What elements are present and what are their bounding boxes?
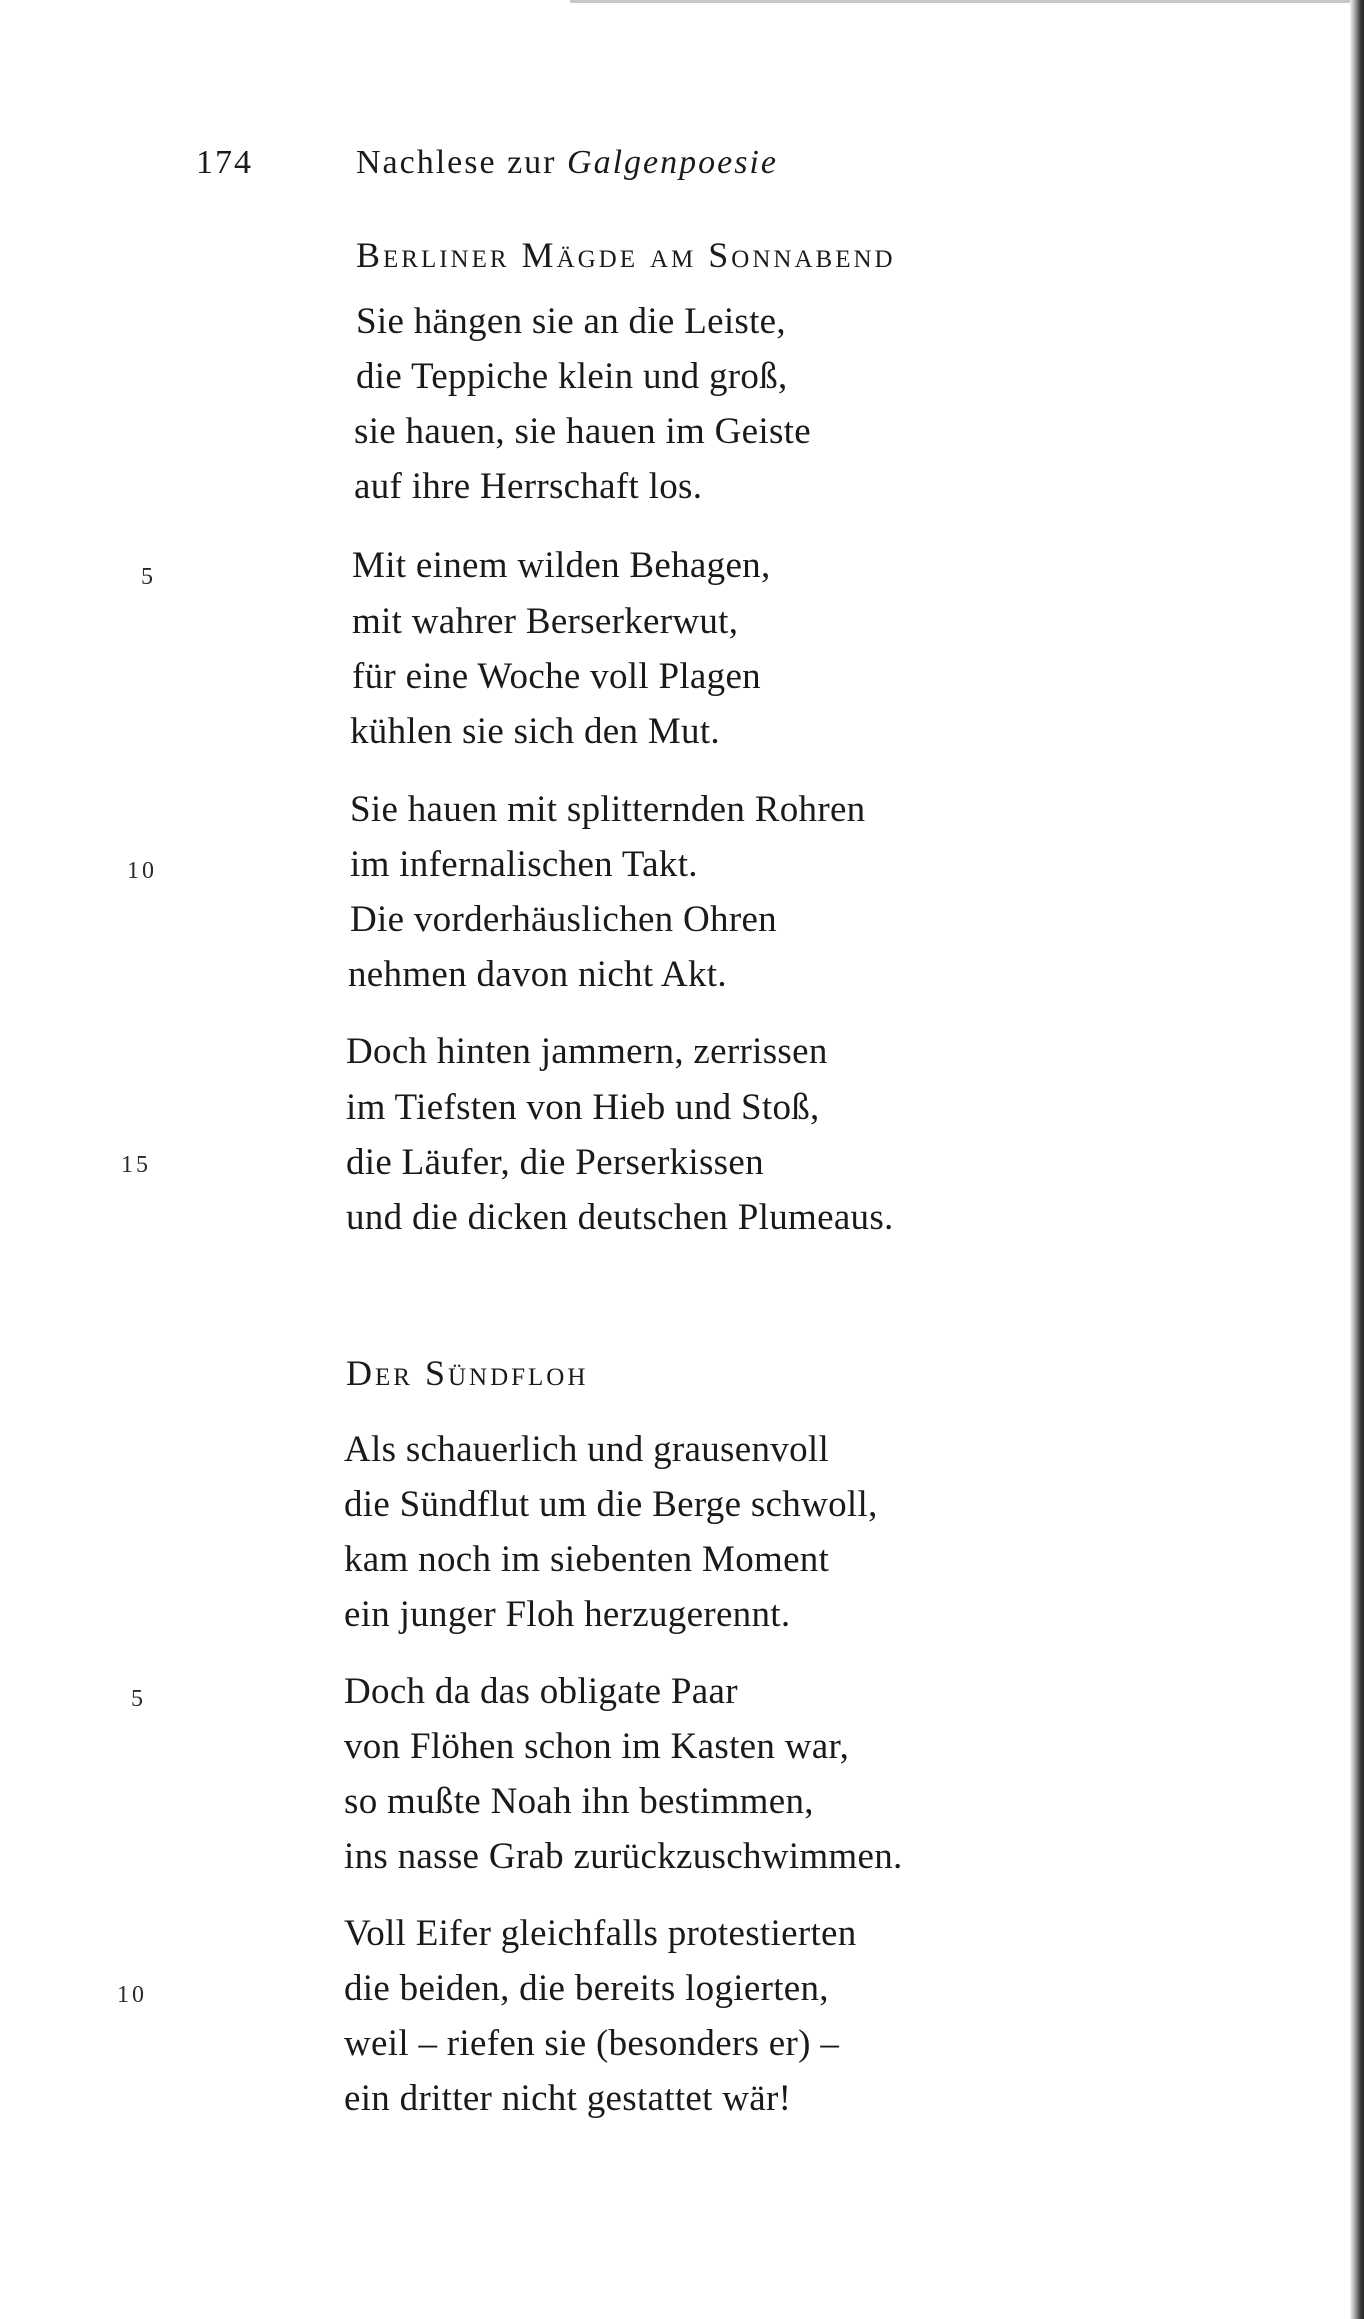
poem-line: die Sündflut um die Berge schwoll, <box>344 1484 878 1525</box>
poem-line: Doch hinten jammern, zerrissen <box>346 1031 828 1072</box>
poem-line: auf ihre Herrschaft los. <box>354 466 703 507</box>
poem-line: nehmen davon nicht Akt. <box>348 954 727 995</box>
poem-line: im infernalischen Takt. <box>350 844 698 885</box>
poem-line: Sie hängen sie an die Leiste, <box>356 301 786 342</box>
poem-line: ein junger Floh herzugerennt. <box>344 1594 791 1635</box>
poem-line: die Läufer, die Perserkissen <box>346 1142 764 1183</box>
poem-line: Sie hauen mit splitternden Rohren <box>350 789 866 830</box>
poem-line: weil – riefen sie (besonders er) – <box>344 2023 840 2064</box>
poem-line: und die dicken deutschen Plumeaus. <box>346 1197 894 1238</box>
poem-line: ins nasse Grab zurückzuschwimmen. <box>344 1836 903 1877</box>
page-binding-edge <box>1350 0 1364 2319</box>
poem-line: mit wahrer Berserkerwut, <box>352 601 739 642</box>
poem-title: Berliner Mägde am Sonnabend <box>356 235 896 275</box>
poem-line: Als schauerlich und grausenvoll <box>344 1429 830 1470</box>
poem-title: Der Sündfloh <box>346 1353 589 1393</box>
line-number: 5 <box>131 1686 146 1712</box>
page-number: 174 <box>196 144 253 181</box>
poem-line: ein dritter nicht gestattet wär! <box>344 2078 792 2119</box>
poem-line: kühlen sie sich den Mut. <box>350 711 720 752</box>
poem-line: für eine Woche voll Plagen <box>352 656 761 697</box>
poem-line: im Tiefsten von Hieb und Stoß, <box>346 1087 820 1128</box>
poem-line: die beiden, die bereits logierten, <box>344 1968 829 2009</box>
page-top-edge <box>570 0 1364 3</box>
line-number: 5 <box>141 564 156 590</box>
poem-line: Mit einem wilden Behagen, <box>352 545 771 586</box>
poem-line: Doch da das obligate Paar <box>344 1671 738 1712</box>
line-number: 10 <box>117 1982 147 2008</box>
header-title-italic: Galgenpoesie <box>567 144 778 181</box>
poem-line: so mußte Noah ihn bestimmen, <box>344 1781 814 1822</box>
header-title <box>356 144 778 182</box>
running-head <box>0 144 1340 194</box>
header-title-prefix: Nachlese zur <box>356 144 557 181</box>
poem-line: die Teppiche klein und groß, <box>356 356 788 397</box>
poem-line: sie hauen, sie hauen im Geiste <box>354 411 811 452</box>
line-number: 15 <box>121 1152 151 1178</box>
poem-line: Die vorderhäuslichen Ohren <box>350 899 777 940</box>
poem-line: Voll Eifer gleichfalls protestierten <box>344 1913 857 1954</box>
poem-line: kam noch im siebenten Moment <box>344 1539 830 1580</box>
poem-line: von Flöhen schon im Kasten war, <box>344 1726 850 1767</box>
line-number: 10 <box>127 858 157 884</box>
